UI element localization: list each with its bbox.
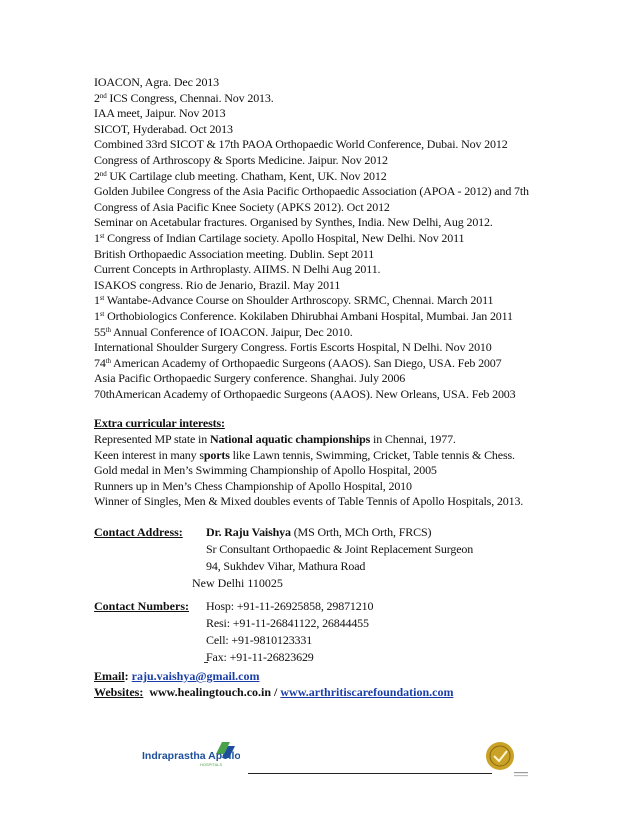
extra-line-chess: Runners up in Men’s Chess Championship of Apollo Hospital, 2010 <box>94 478 412 493</box>
underline-mark <box>204 662 208 663</box>
extra-line-sports: Keen interest in many sports like Lawn tennis, Swimming, Cricket, Table tennis & Chess. <box>94 447 515 462</box>
conference-item: 55th Annual Conference of IOACON. Jaipur, Dec 2010. <box>94 324 353 339</box>
conference-list <box>94 75 594 402</box>
extra-curricular-section <box>94 416 594 510</box>
phone-resi: Resi: +91-11-26841122, 26844455 <box>206 616 369 631</box>
contact-title: Sr Consultant Orthopaedic & Joint Replacement Surgeon <box>206 542 474 557</box>
conference-item: 70thAmerican Academy of Orthopaedic Surgeons (AAOS). New Orleans, USA. Feb 2003 <box>94 386 516 401</box>
conference-item: 1st Wantabe-Advance Course on Shoulder Arthroscopy. SRMC, Chennai. March 2011 <box>94 293 494 308</box>
extra-heading: Extra curricular interests: <box>94 416 225 431</box>
conference-item: Asia Pacific Orthopaedic Surgery conference. Shanghai. July 2006 <box>94 371 406 386</box>
phone-hosp: Hosp: +91-11-26925858, 29871210 <box>206 599 374 614</box>
contact-address <box>94 524 594 590</box>
footer-signature-line <box>248 773 492 774</box>
extra-line-table-tennis: Winner of Singles, Men & Mixed doubles events of Table Tennis of Apollo Hospitals, 2013. <box>94 494 524 509</box>
conference-item: Seminar on Acetabular fractures. Organised by Synthes, India. New Delhi, Aug 2012. <box>94 215 493 230</box>
conference-item: Golden Jubilee Congress of the Asia Pacific Orthopaedic Association (APOA - 2012) and 7th <box>94 184 529 199</box>
apollo-logo-sub: HOSPITALS <box>200 762 223 767</box>
conference-item: British Orthopaedic Association meeting. Dublin. Sept 2011 <box>94 246 375 261</box>
conference-item: 1st Orthobiologics Conference. Kokilaben Dhirubhai Ambani Hospital, Mumbai. Jan 2011 <box>94 308 513 323</box>
conference-item: 74th American Academy of Orthopaedic Surgeons (AAOS). San Diego, USA. Feb 2007 <box>94 355 502 370</box>
conference-item: Combined 33rd SICOT & 17th PAOA Orthopaedic World Conference, Dubai. Nov 2012 <box>94 137 508 152</box>
apollo-logo-icon <box>140 740 240 770</box>
extra-line-aquatic: Represented MP state in National aquatic championships in Chennai, 1977. <box>94 432 456 447</box>
conference-item: 2nd ICS Congress, Chennai. Nov 2013. <box>94 90 274 105</box>
contact-name-line: Dr. Raju Vaishya (MS Orth, MCh Orth, FRCS) <box>206 525 432 540</box>
contact-city: New Delhi 110025 <box>192 576 283 591</box>
phone-fax: Fax: +91-11-26823629 <box>206 650 314 665</box>
contact-name: Dr. Raju Vaishya <box>206 525 291 540</box>
conference-item: Congress of Arthroscopy & Sports Medicine. Jaipur. Nov 2012 <box>94 152 388 167</box>
conference-item: 2nd UK Cartilage club meeting. Chatham, Kent, UK. Nov 2012 <box>94 168 387 183</box>
contact-street: 94, Sukhdev Vihar, Mathura Road <box>206 559 366 574</box>
apollo-logo-text: Indraprastha Apollo <box>142 750 240 762</box>
contact-numbers-label: Contact Numbers: <box>94 599 189 614</box>
phone-cell: Cell: +91-9810123331 <box>206 633 313 648</box>
conference-item: SICOT, Hyderabad. Oct 2013 <box>94 121 233 136</box>
email-link[interactable]: raju.vaishya@gmail.com <box>131 669 260 684</box>
email-label: Email <box>94 669 125 684</box>
website-healingtouch[interactable]: www.healingtouch.co.in <box>149 685 272 700</box>
document-body <box>94 75 594 700</box>
contact-numbers <box>94 598 594 668</box>
website-arthritiscare[interactable]: www.arthritiscarefoundation.com <box>280 685 454 700</box>
websites-line: Websites: www.healingtouch.co.in / www.arthritiscarefoundation.com <box>94 685 454 700</box>
conference-item: International Shoulder Surgery Congress. Fortis Escorts Hospital, N Delhi. Nov 2010 <box>94 340 492 355</box>
contact-address-label: Contact Address: <box>94 525 183 540</box>
conference-item: Current Concepts in Arthroplasty. AIIMS. N Delhi Aug 2011. <box>94 262 381 277</box>
conference-item: IOACON, Agra. Dec 2013 <box>94 75 220 89</box>
conference-item: IAA meet, Jaipur. Nov 2013 <box>94 106 226 121</box>
indraprastha-apollo-logo <box>140 740 240 770</box>
gold-seal-icon <box>484 740 530 780</box>
websites-label: Websites: <box>94 685 144 700</box>
conference-item: Congress of Asia Pacific Knee Society (APKS 2012). Oct 2012 <box>94 199 390 214</box>
email-line: Email: raju.vaishya@gmail.com <box>94 669 260 684</box>
conference-item: ISAKOS congress. Rio de Jenario, Brazil. May 2011 <box>94 277 341 292</box>
conference-item: 1st Congress of Indian Cartilage society. Apollo Hospital, New Delhi. Nov 2011 <box>94 230 465 245</box>
extra-line-swimming: Gold medal in Men’s Swimming Championship of Apollo Hospital, 2005 <box>94 463 437 478</box>
